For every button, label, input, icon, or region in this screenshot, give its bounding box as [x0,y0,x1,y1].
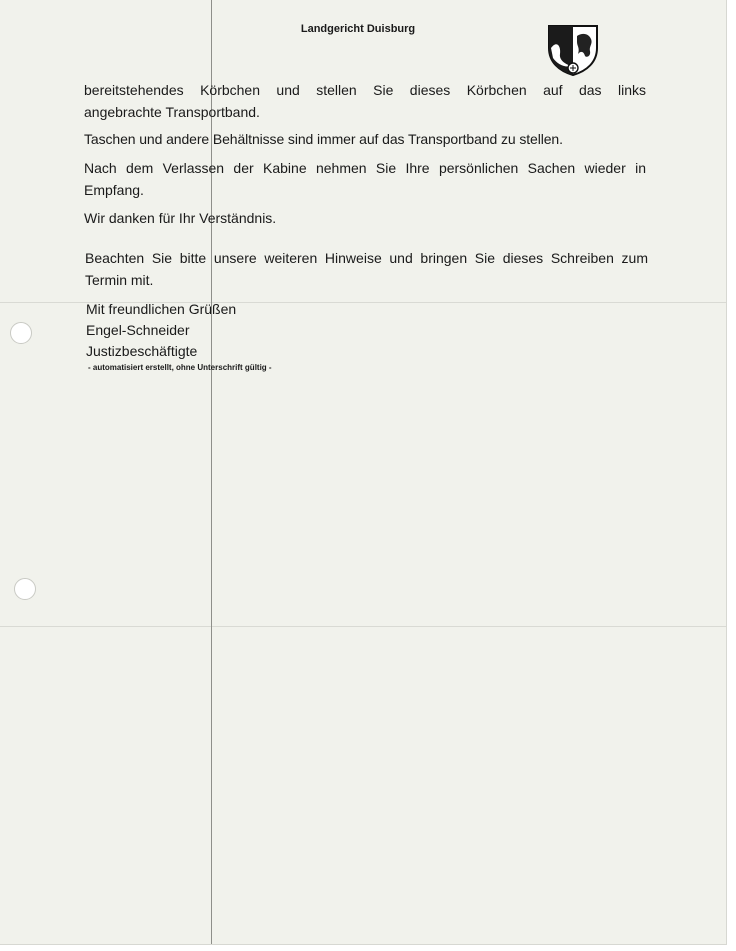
paragraph-line: Empfang. [84,182,144,198]
punch-hole [14,578,36,600]
paragraph: Wir danken für Ihr Verständnis. [84,210,277,226]
paragraph-line: bereitstehendes Körbchen und stellen Sie dieses Körbchen auf das links [84,82,646,98]
automation-note: - automatisiert erstellt, ohne Unterschrift gültig - [88,363,272,372]
sender-name: Engel-Schneider [86,322,190,338]
paper-crease [0,626,726,627]
paragraph-line: angebrachte Transportband. [84,104,260,120]
paragraph-line: Nach dem Verlassen der Kabine nehmen Sie Ihre persönlichen Sachen wieder in [84,160,646,176]
closing-greeting: Mit freundlichen Grüßen [86,301,237,317]
court-name: Landgericht Duisburg [300,23,416,35]
paragraph-line: Termin mit. [85,272,154,288]
paragraph: Taschen und andere Behältnisse sind immer auf das Transportband zu stellen. [84,131,563,147]
coat-of-arms-icon [547,24,599,76]
punch-hole [10,322,32,344]
sender-role: Justizbeschäftigte [86,343,198,359]
paragraph-line: Beachten Sie bitte unsere weiteren Hinweise und bringen Sie dieses Schreiben zum [85,250,648,266]
